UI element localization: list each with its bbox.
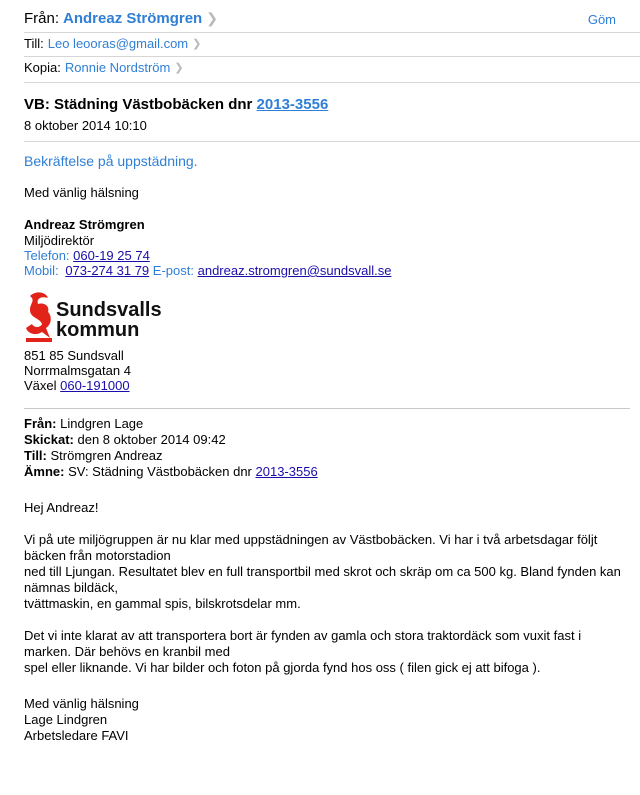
quoted-to-value: Strömgren Andreaz (50, 448, 163, 463)
paragraph-line: Det vi inte klarat av att transportera bort är fynden av gamla och stora traktordäck som vuxit fast i (24, 628, 582, 643)
switchboard-label: Växel (24, 378, 57, 393)
quoted-paragraph-1 (24, 532, 621, 612)
email-label: E-post: (152, 263, 194, 278)
mobile-row (24, 263, 391, 279)
logo-line-2: kommun (56, 319, 140, 341)
closing-name: Lage Lindgren (24, 712, 108, 727)
paragraph-line: ned till Ljungan. Resultatet blev en full transportbil med skrot och skräp om ca 500 kg. Bland fynden kan (24, 564, 621, 579)
address-line-1: 851 85 Sundsvall (24, 348, 124, 363)
subject-text: VB: Städning Västbobäcken dnr (24, 96, 253, 113)
quoted-divider (24, 408, 630, 409)
switchboard-row (24, 378, 130, 394)
switchboard-link[interactable]: 060-191000 (60, 378, 130, 393)
quoted-subject-link[interactable]: 2013-3556 (255, 464, 318, 479)
paragraph-line: marken. Där behövs en kranbil med (24, 644, 230, 659)
closing-greeting: Med vänlig hälsning (24, 696, 139, 711)
mobile-label: Mobil: (24, 263, 59, 278)
address-line-2: Norrmalmsgatan 4 (24, 363, 131, 378)
quoted-closing (24, 696, 139, 744)
chevron-right-icon[interactable]: ❯ (192, 38, 202, 50)
subject-case-link[interactable]: 2013-3556 (256, 96, 329, 113)
chevron-right-icon[interactable]: ❯ (174, 62, 184, 74)
quoted-subject-label: Ämne: (24, 464, 65, 479)
phone-row (24, 248, 150, 264)
paragraph-line: nämnas bildäck, (24, 580, 118, 595)
quoted-sent-label: Skickat: (24, 432, 74, 447)
email-link[interactable]: andreaz.stromgren@sundsvall.se (197, 263, 392, 278)
quoted-from-value: Lindgren Lage (60, 416, 144, 431)
to-row (24, 36, 201, 51)
to-label: Till: (24, 36, 44, 51)
closing-title: Arbetsledare FAVI (24, 728, 129, 743)
header-divider (24, 82, 640, 83)
paragraph-line: Vi på ute miljögruppen är nu klar med uppstädningen av Västbobäcken. Vi har i två arbetsdagar följt (24, 532, 598, 547)
header-divider (24, 56, 640, 57)
from-row (24, 10, 218, 27)
cc-recipient[interactable]: Ronnie Nordström (64, 60, 171, 75)
to-recipient[interactable]: Leo leooras@gmail.com (47, 36, 189, 51)
subject-divider (24, 141, 640, 142)
signature-title: Miljödirektör (24, 233, 95, 248)
phone-label: Telefon: (24, 248, 70, 263)
hide-details-button[interactable]: Göm (587, 12, 616, 27)
quoted-sent-row (24, 432, 226, 448)
quoted-hello: Hej Andreaz! (24, 500, 99, 515)
subject-line (24, 96, 328, 113)
dragon-emblem-icon (22, 290, 56, 346)
sundsvall-logo (22, 290, 182, 346)
from-sender[interactable]: Andreaz Strömgren (63, 10, 203, 27)
quoted-from-row (24, 416, 143, 432)
from-label: Från: (24, 10, 60, 27)
paragraph-line: bäcken från motorstadion (24, 548, 171, 563)
quoted-to-label: Till: (24, 448, 47, 463)
cc-row (24, 60, 184, 75)
quoted-from-label: Från: (24, 416, 57, 431)
paragraph-line: spel eller liknande. Vi har bilder och foton på gjorda fynd hos oss ( filen gick ej att bifoga ). (24, 660, 541, 675)
quoted-paragraph-2 (24, 628, 581, 676)
logo-line-1: Sundsvalls (56, 299, 162, 321)
cc-label: Kopia: (24, 60, 61, 75)
email-date: 8 oktober 2014 10:10 (24, 118, 147, 133)
signature-name: Andreaz Strömgren (24, 217, 145, 232)
quoted-subject-value: SV: Städning Västbobäcken dnr (68, 464, 252, 479)
mobile-link[interactable]: 073-274 31 79 (65, 263, 150, 278)
paragraph-line: tvättmaskin, en gammal spis, bilskrotsdelar mm. (24, 596, 301, 611)
chevron-right-icon[interactable]: ❯ (206, 10, 218, 26)
quoted-sent-value: den 8 oktober 2014 09:42 (77, 432, 226, 447)
confirmation-text: Bekräftelse på uppstädning. (24, 153, 198, 169)
quoted-subject-row (24, 464, 318, 480)
greeting-text: Med vänlig hälsning (24, 185, 139, 200)
phone-link[interactable]: 060-19 25 74 (73, 248, 150, 263)
header-divider (24, 32, 640, 33)
quoted-to-row (24, 448, 163, 464)
